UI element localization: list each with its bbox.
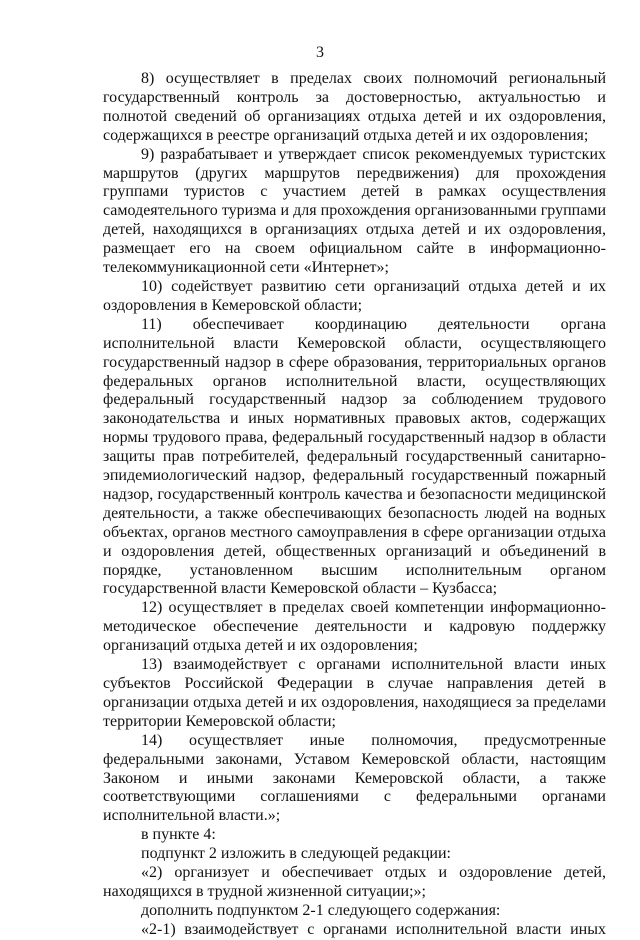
paragraph-item-14: 14) осуществляет иные полномочия, предусмотренные федеральными законами, Уставом Кемеровской области, настоящим Законом и иными законами Кемеровской области, а также соответствующими соглашениями с федеральными органами исполнительной власти.»; bbox=[103, 731, 606, 825]
document-body bbox=[103, 70, 606, 940]
paragraph-item-12: 12) осуществляет в пределах своей компетенции информационно-методическое обеспечение деятельности и кадровую поддержку организаций отдыха детей и их оздоровления; bbox=[103, 599, 606, 655]
paragraph-subpoint-2-1-intro: дополнить подпунктом 2-1 следующего содержания: bbox=[141, 901, 501, 919]
page-number: 3 bbox=[316, 44, 324, 61]
paragraph-subpoint-2-intro: подпункт 2 изложить в следующей редакции: bbox=[141, 845, 451, 863]
paragraph-item-13: 13) взаимодействует с органами исполнительной власти иных субъектов Российской Федерации в случае направления детей в организации отдыха детей и их оздоровления, находящиеся за пределами территории Кемеровской области; bbox=[103, 656, 606, 730]
paragraph-subpoint-2-1-text: «2-1) взаимодействует с органами исполнительной власти иных bbox=[141, 920, 606, 938]
paragraph-item-10: 10) содействует развитию сети организаций отдыха детей и их оздоровления в Кемеровской области; bbox=[103, 277, 606, 314]
paragraph-item-8: 8) осуществляет в пределах своих полномочий региональный государственный контроль за достоверностью, актуальностью и полнотой сведений об организациях отдыха детей и их оздоровления, содержащихся в реестре организаций отдыха детей и их оздоровления; bbox=[103, 70, 606, 144]
paragraph-point-4-intro: в пункте 4: bbox=[141, 826, 216, 844]
paragraph-subpoint-2-text: «2) организует и обеспечивает отдых и оздоровление детей, находящихся в трудной жизненной ситуации;»; bbox=[103, 864, 606, 900]
paragraph-item-9: 9) разрабатывает и утверждает список рекомендуемых туристских маршрутов (других маршрутов передвижения) для прохождения группами туристов с участием детей в рамках осуществления самодеятельного туризма и для прохождения организованными группами детей, находящихся в организациях отдыха детей и их оздоровления, размещает его на своем официальном сайте в информационно-телекоммуникационной сети «Интернет»; bbox=[103, 145, 606, 277]
paragraph-item-11: 11) обеспечивает координацию деятельности органа исполнительной власти Кемеровской области, осуществляющего государственный надзор в сфере образования, территориальных органов федеральных органов исполнительной власти, осуществляющих федеральный государственный надзор за соблюдением трудового законодательства и иных нормативных правовых актов, содержащих нормы трудового права, федеральный государственный надзор в области защиты прав потребителей, федеральный государственный санитарно-эпидемиологический надзор, федеральный государственный пожарный надзор, государственный контроль качества и безопасности медицинской деятельности, а также обеспечивающих безопасность людей на водных объектах, органов местного самоуправления в сфере организации отдыха и оздоровления детей, общественных организаций и объединений в порядке, установленном высшим исполнительным органом государственной власти Кемеровской области – Кузбасса; bbox=[103, 315, 606, 598]
